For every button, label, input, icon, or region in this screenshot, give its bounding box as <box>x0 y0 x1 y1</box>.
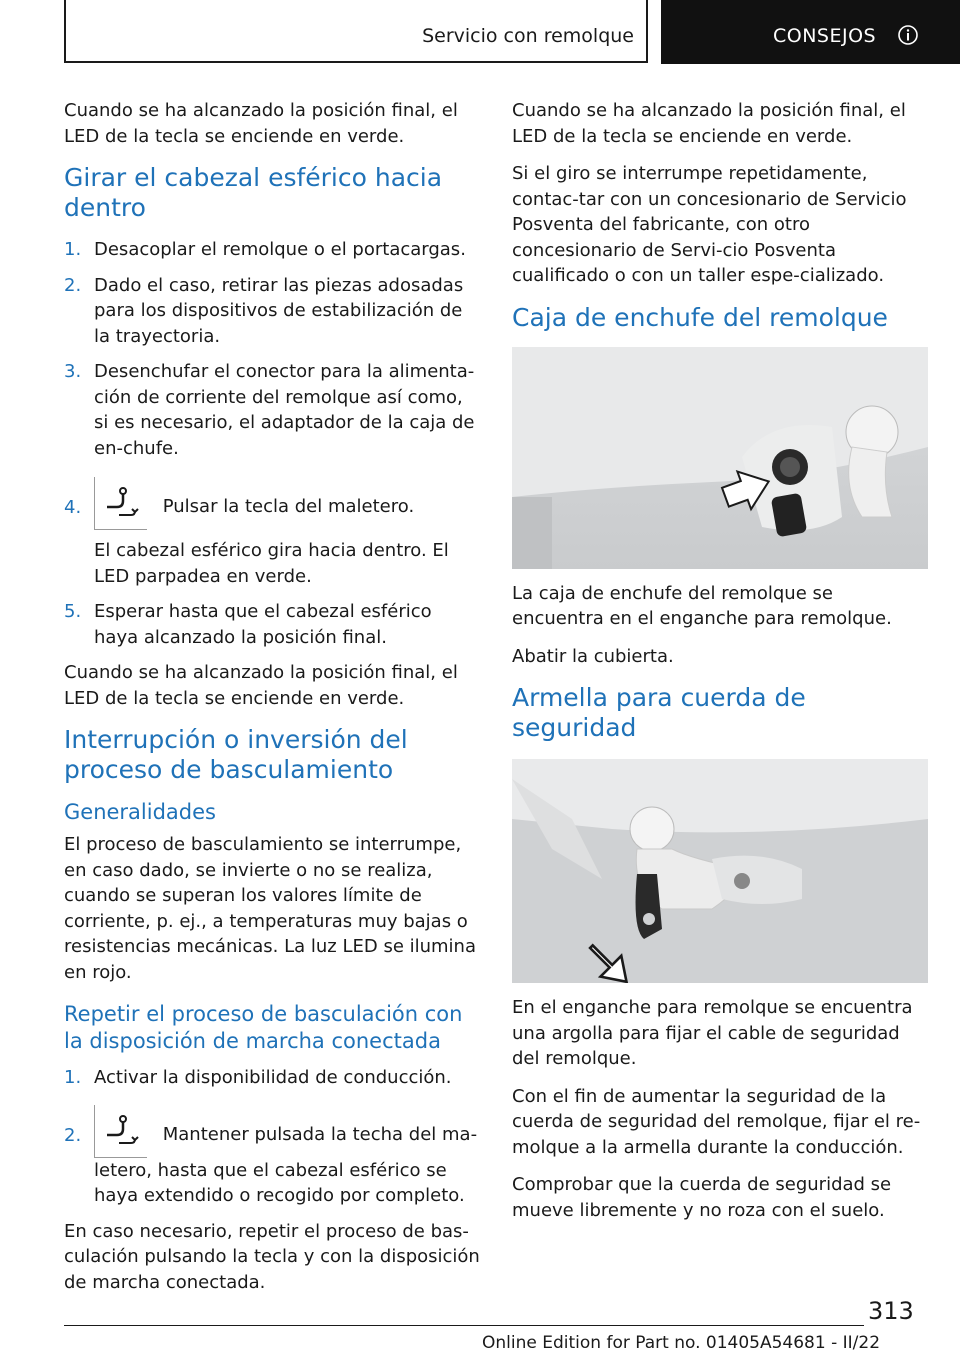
step-text: Esperar hasta que el cabezal esférico haya alcanzado la posición final. <box>94 601 432 648</box>
chapter-tab <box>661 0 960 64</box>
socket-photo <box>512 347 928 569</box>
footer-divider <box>64 1325 864 1326</box>
heading-generalidades: Generalidades <box>64 800 216 824</box>
step-3 <box>64 359 480 461</box>
step-text: Desenchufar el conector para la alimenta-ción de corriente del remolque así como, si es necesario, el adaptador de la caja de en-chufe. <box>94 361 475 459</box>
step-number: 2. <box>64 274 82 296</box>
tailgate-key-icon <box>94 1105 147 1158</box>
step-subtext: El cabezal esférico gira hacia dentro. El LED parpadea en verde. <box>94 540 449 587</box>
paragraph: Comprobar que la cuerda de seguridad se mueve libremente y no roza con el suelo. <box>512 1174 892 1221</box>
step-1 <box>64 237 480 263</box>
edition-label: Online Edition for Part no. 01405A54681 - II/22 <box>482 1333 881 1353</box>
step-text: Mantener pulsada la techa del ma-letero, hasta que el cabezal esférico se haya extendido o recogido por completo. <box>94 1123 478 1206</box>
step-number: 5. <box>64 601 82 622</box>
heading-repetir: Repetir el proceso de basculación con la disposición de marcha conectada <box>64 1002 463 1053</box>
left-column <box>64 98 480 1307</box>
step2-1 <box>64 1065 480 1091</box>
step-number: 1. <box>64 239 82 260</box>
step-number: 3. <box>64 361 82 382</box>
heading-girar: Girar el cabezal esférico hacia dentro <box>64 163 443 222</box>
paragraph: En el enganche para remolque se encuentra una argolla para fijar el cable de seguridad del remolque. <box>512 997 913 1069</box>
step2-2 <box>64 1105 480 1209</box>
paragraph: Si el giro se interrumpe repetidamente, contac-tar con un concesionario de Servicio Posventa del fabricante, con otro concesionario de Servi-cio Posventa cualificado o con un taller espe-cializado. <box>512 163 907 286</box>
paragraph: En caso necesario, repetir el proceso de bas-culación pulsando la tecla y con la disposición de marcha conectada. <box>64 1220 480 1293</box>
step-text: Desacoplar el remolque o el portacargas. <box>94 239 466 260</box>
step-number: 2. <box>64 1124 82 1146</box>
step-5 <box>64 599 480 650</box>
right-column <box>512 98 930 1235</box>
section-title-box <box>64 0 648 63</box>
paragraph: Con el fin de aumentar la seguridad de la cuerda de seguridad del remolque, fijar el re-molque a la armella durante la conducción. <box>512 1085 921 1158</box>
paragraph: Cuando se ha alcanzado la posición final, el LED de la tecla se enciende en verde. <box>64 662 458 709</box>
tailgate-key-icon <box>94 477 147 530</box>
paragraph: El proceso de basculamiento se interrumpe, en caso dado, se invierte o no se realiza, cuando se superan los valores límite de corriente, p. ej., a temperaturas muy bajas o resistencias mecánicas. La luz LED se ilumina en rojo. <box>64 834 476 983</box>
step-text: Dado el caso, retirar las piezas adosadas para los dispositivos de estabilización de la trayectoria. <box>94 274 464 347</box>
step-2 <box>64 273 480 350</box>
step-number: 1. <box>64 1067 82 1088</box>
heading-caja: Caja de enchufe del remolque <box>512 302 888 332</box>
paragraph: Abatir la cubierta. <box>512 645 674 667</box>
section-title: Servicio con remolque <box>422 25 634 47</box>
paragraph: Cuando se ha alcanzado la posición final, el LED de la tecla se enciende en verde. <box>64 100 458 147</box>
step-4 <box>64 477 480 589</box>
safety-eye-photo <box>512 757 928 983</box>
chapter-label: CONSEJOS <box>773 25 877 47</box>
paragraph: Cuando se ha alcanzado la posición final, el LED de la tecla se enciende en verde. <box>512 100 906 147</box>
heading-armella: Armella para cuerda de seguridad <box>512 683 806 742</box>
page-header <box>0 0 960 65</box>
step-text: Pulsar la tecla del maletero. <box>162 496 415 517</box>
heading-interrupcion: Interrupción o inversión del proceso de basculamiento <box>64 725 408 784</box>
step-number: 4. <box>64 497 82 518</box>
page-number: 313 <box>868 1297 914 1325</box>
step-text: Activar la disponibilidad de conducción. <box>94 1067 452 1088</box>
info-circle-icon <box>898 25 918 45</box>
paragraph: La caja de enchufe del remolque se encuentra en el enganche para remolque. <box>512 582 892 629</box>
